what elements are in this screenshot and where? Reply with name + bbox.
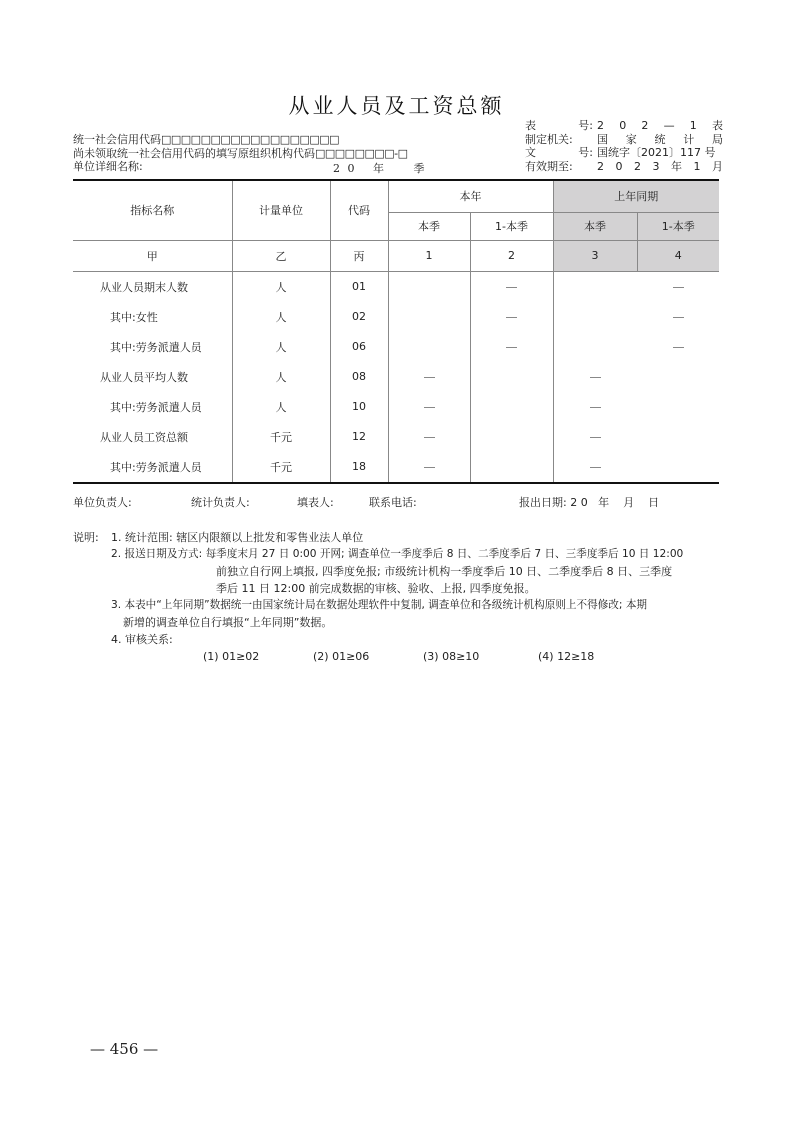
row-code: 02 — [330, 302, 388, 332]
header-last-ytd: 1-本季 — [637, 212, 719, 240]
cell-last-this-quarter[interactable] — [553, 332, 637, 362]
cell-ytd[interactable] — [470, 452, 553, 483]
meta-key-part: 文 — [525, 146, 536, 159]
meta-value-part: 家 — [625, 132, 637, 146]
report-date: 报出日期: 2 0 年 月 日 — [519, 496, 660, 509]
table-row — [73, 452, 719, 483]
cell-last-this-quarter — [553, 452, 637, 483]
meta-right-row — [525, 119, 723, 133]
header-name: 指标名称 — [73, 180, 232, 240]
meta-key — [525, 119, 593, 133]
meta-value-part: 1 — [689, 119, 697, 132]
meta-value — [597, 119, 723, 133]
row-unit: 人 — [232, 302, 330, 332]
cell-ytd[interactable] — [470, 392, 553, 422]
note-4: 4. 审核关系: — [111, 633, 173, 646]
header-unit: 计量单位 — [232, 180, 330, 240]
not-applicable-dash — [424, 467, 435, 468]
meta-value-part: 0 — [619, 119, 627, 132]
table-row — [73, 271, 719, 302]
cell-ytd — [470, 332, 553, 362]
phone-label: 联系电话: — [369, 496, 417, 509]
meta-right-row — [525, 133, 723, 147]
index-row — [73, 240, 719, 271]
meta-key-part: 表 — [525, 119, 536, 132]
meta-value-part: 2 — [597, 159, 604, 173]
filler-label: 填表人: — [297, 496, 334, 509]
row-code: 08 — [330, 362, 388, 392]
cell-last-this-quarter — [553, 422, 637, 452]
cell-this-quarter — [388, 392, 470, 422]
table-row — [73, 362, 719, 392]
meta-value-part: 统 — [654, 132, 666, 146]
row-name: 从业人员期末人数 — [73, 271, 232, 302]
row-name: 其中:女性 — [73, 302, 232, 332]
meta-key — [525, 133, 593, 147]
index-cell: 3 — [553, 240, 637, 271]
meta-value — [597, 146, 723, 160]
cell-last-ytd — [637, 332, 719, 362]
meta-value-part: 年 — [671, 159, 682, 173]
row-code: 18 — [330, 452, 388, 483]
row-code: 06 — [330, 332, 388, 362]
header-code: 代码 — [330, 180, 388, 240]
meta-value-part: 表 — [711, 119, 723, 132]
credit-code-boxes[interactable]: □□□□□□□□□□□□□□□□□□ — [161, 133, 340, 146]
meta-right-row — [525, 146, 723, 160]
header-last-year: 上年同期 — [553, 180, 719, 212]
org-code-boxes[interactable]: □□□□□□□□-□ — [315, 146, 408, 160]
meta-value-part: 局 — [712, 132, 723, 146]
meta-value-part: 3 — [652, 159, 660, 173]
check-rule: (3) 08≥10 — [423, 650, 480, 663]
check-rule: (2) 01≥06 — [313, 650, 370, 663]
not-applicable-dash — [590, 407, 601, 408]
meta-value-part: 国 — [597, 132, 608, 146]
index-cell: 甲 — [73, 240, 232, 271]
index-cell: 丙 — [330, 240, 388, 271]
notes-label: 说明: — [73, 531, 99, 544]
meta-value-part: 2 — [634, 159, 641, 173]
row-unit: 千元 — [232, 422, 330, 452]
meta-key — [525, 146, 593, 160]
row-unit: 人 — [232, 362, 330, 392]
not-applicable-dash — [424, 437, 435, 438]
org-code-row — [73, 147, 408, 161]
row-name: 其中:劳务派遣人员 — [73, 392, 232, 422]
credit-code-label: 统一社会信用代码 — [73, 133, 161, 146]
meta-value — [597, 160, 723, 174]
row-code: 12 — [330, 422, 388, 452]
meta-value — [597, 133, 723, 147]
note-3: 3. 本表中“上年同期”数据统一由国家统计局在数据处理软件中复制, 调查单位和各级统计机构原则上不得修改; 本期 — [111, 599, 648, 611]
cell-this-quarter — [388, 362, 470, 392]
not-applicable-dash — [590, 377, 601, 378]
form-title: 从业人员及工资总额 — [288, 94, 505, 118]
check-rule: (1) 01≥02 — [203, 650, 260, 663]
header-this-quarter: 本季 — [388, 212, 470, 240]
not-applicable-dash — [506, 347, 517, 348]
check-rule: (4) 12≥18 — [538, 650, 595, 663]
cell-last-ytd — [637, 302, 719, 332]
index-cell: 2 — [470, 240, 553, 271]
data-table — [73, 179, 719, 484]
cell-this-quarter[interactable] — [388, 302, 470, 332]
note-2-cont: 前独立自行网上填报, 四季度免报; 市级统计机构一季度季后 10 日、二季度季后 8 日、三季度 — [216, 565, 673, 578]
stat-head-label: 统计负责人: — [191, 496, 250, 509]
meta-value-part: 2 — [597, 119, 604, 132]
cell-last-ytd[interactable] — [637, 392, 719, 422]
form-meta-right — [525, 119, 723, 173]
not-applicable-dash — [673, 347, 684, 348]
meta-value-part: 1 — [693, 159, 701, 173]
cell-this-quarter[interactable] — [388, 332, 470, 362]
table-row — [73, 302, 719, 332]
org-code-label: 尚未领取统一社会信用代码的填写原组织机构代码 — [73, 146, 315, 160]
row-unit: 人 — [232, 392, 330, 422]
not-applicable-dash — [506, 317, 517, 318]
index-cell: 乙 — [232, 240, 330, 271]
not-applicable-dash — [590, 437, 601, 438]
cell-this-quarter — [388, 452, 470, 483]
cell-last-this-quarter[interactable] — [553, 302, 637, 332]
not-applicable-dash — [506, 287, 517, 288]
header-ytd: 1-本季 — [470, 212, 553, 240]
unit-head-label: 单位负责人: — [73, 496, 132, 509]
index-cell: 1 — [388, 240, 470, 271]
cell-last-this-quarter — [553, 392, 637, 422]
meta-key — [525, 160, 593, 174]
row-name: 其中:劳务派遣人员 — [73, 332, 232, 362]
meta-value-part: — — [663, 119, 675, 132]
note-2: 2. 报送日期及方式: 每季度末月 27 日 0:00 开网; 调查单位一季度季后 8 日、二季度季后 7 日、三季度季后 10 日 12:00 — [111, 548, 684, 560]
credit-code-row — [73, 133, 408, 147]
note-2-cont: 季后 11 日 12:00 前完成数据的审核、验收、上报, 四季度免报。 — [216, 582, 536, 595]
cell-ytd — [470, 302, 553, 332]
not-applicable-dash — [424, 377, 435, 378]
header-this-year: 本年 — [388, 180, 553, 212]
cell-last-ytd[interactable] — [637, 362, 719, 392]
row-code: 10 — [330, 392, 388, 422]
table-row — [73, 332, 719, 362]
row-unit: 人 — [232, 332, 330, 362]
cell-ytd[interactable] — [470, 422, 553, 452]
row-code: 01 — [330, 271, 388, 302]
cell-this-quarter[interactable] — [388, 271, 470, 302]
cell-last-ytd — [637, 271, 719, 302]
row-unit: 千元 — [232, 452, 330, 483]
header-last-this-quarter: 本季 — [553, 212, 637, 240]
meta-value-part: 月 — [712, 159, 723, 173]
cell-last-ytd[interactable] — [637, 422, 719, 452]
meta-value-part: 0 — [615, 159, 623, 173]
not-applicable-dash — [673, 287, 684, 288]
meta-key-part: 制定机关: — [525, 132, 573, 146]
meta-value-part: 计 — [683, 132, 695, 146]
row-name: 从业人员工资总额 — [73, 422, 232, 452]
cell-ytd — [470, 271, 553, 302]
cell-this-quarter — [388, 422, 470, 452]
cell-last-this-quarter[interactable] — [553, 271, 637, 302]
index-cell: 4 — [637, 240, 719, 271]
note-3-cont: 新增的调查单位自行填报“上年同期”数据。 — [123, 616, 333, 629]
not-applicable-dash — [590, 467, 601, 468]
note-1: 1. 统计范围: 辖区内限额以上批发和零售业法人单位 — [111, 531, 364, 544]
meta-key-part: 号: — [578, 119, 593, 132]
meta-key-part: 有效期至: — [525, 159, 573, 173]
meta-value-part: 国统字〔2021〕117 号 — [597, 146, 716, 159]
cell-ytd[interactable] — [470, 362, 553, 392]
page-number: — 456 — — [90, 1040, 159, 1058]
row-name: 其中:劳务派遣人员 — [73, 452, 232, 483]
meta-right-row — [525, 160, 723, 174]
table-row — [73, 422, 719, 452]
report-period: 2 0 年 季 — [333, 162, 427, 175]
meta-value-part: 2 — [641, 119, 649, 132]
meta-key-part: 号: — [578, 146, 593, 159]
cell-last-ytd[interactable] — [637, 452, 719, 483]
table-row — [73, 392, 719, 422]
cell-last-this-quarter — [553, 362, 637, 392]
not-applicable-dash — [673, 317, 684, 318]
row-unit: 人 — [232, 271, 330, 302]
row-name: 从业人员平均人数 — [73, 362, 232, 392]
not-applicable-dash — [424, 407, 435, 408]
unit-name-label: 单位详细名称: — [73, 160, 143, 173]
